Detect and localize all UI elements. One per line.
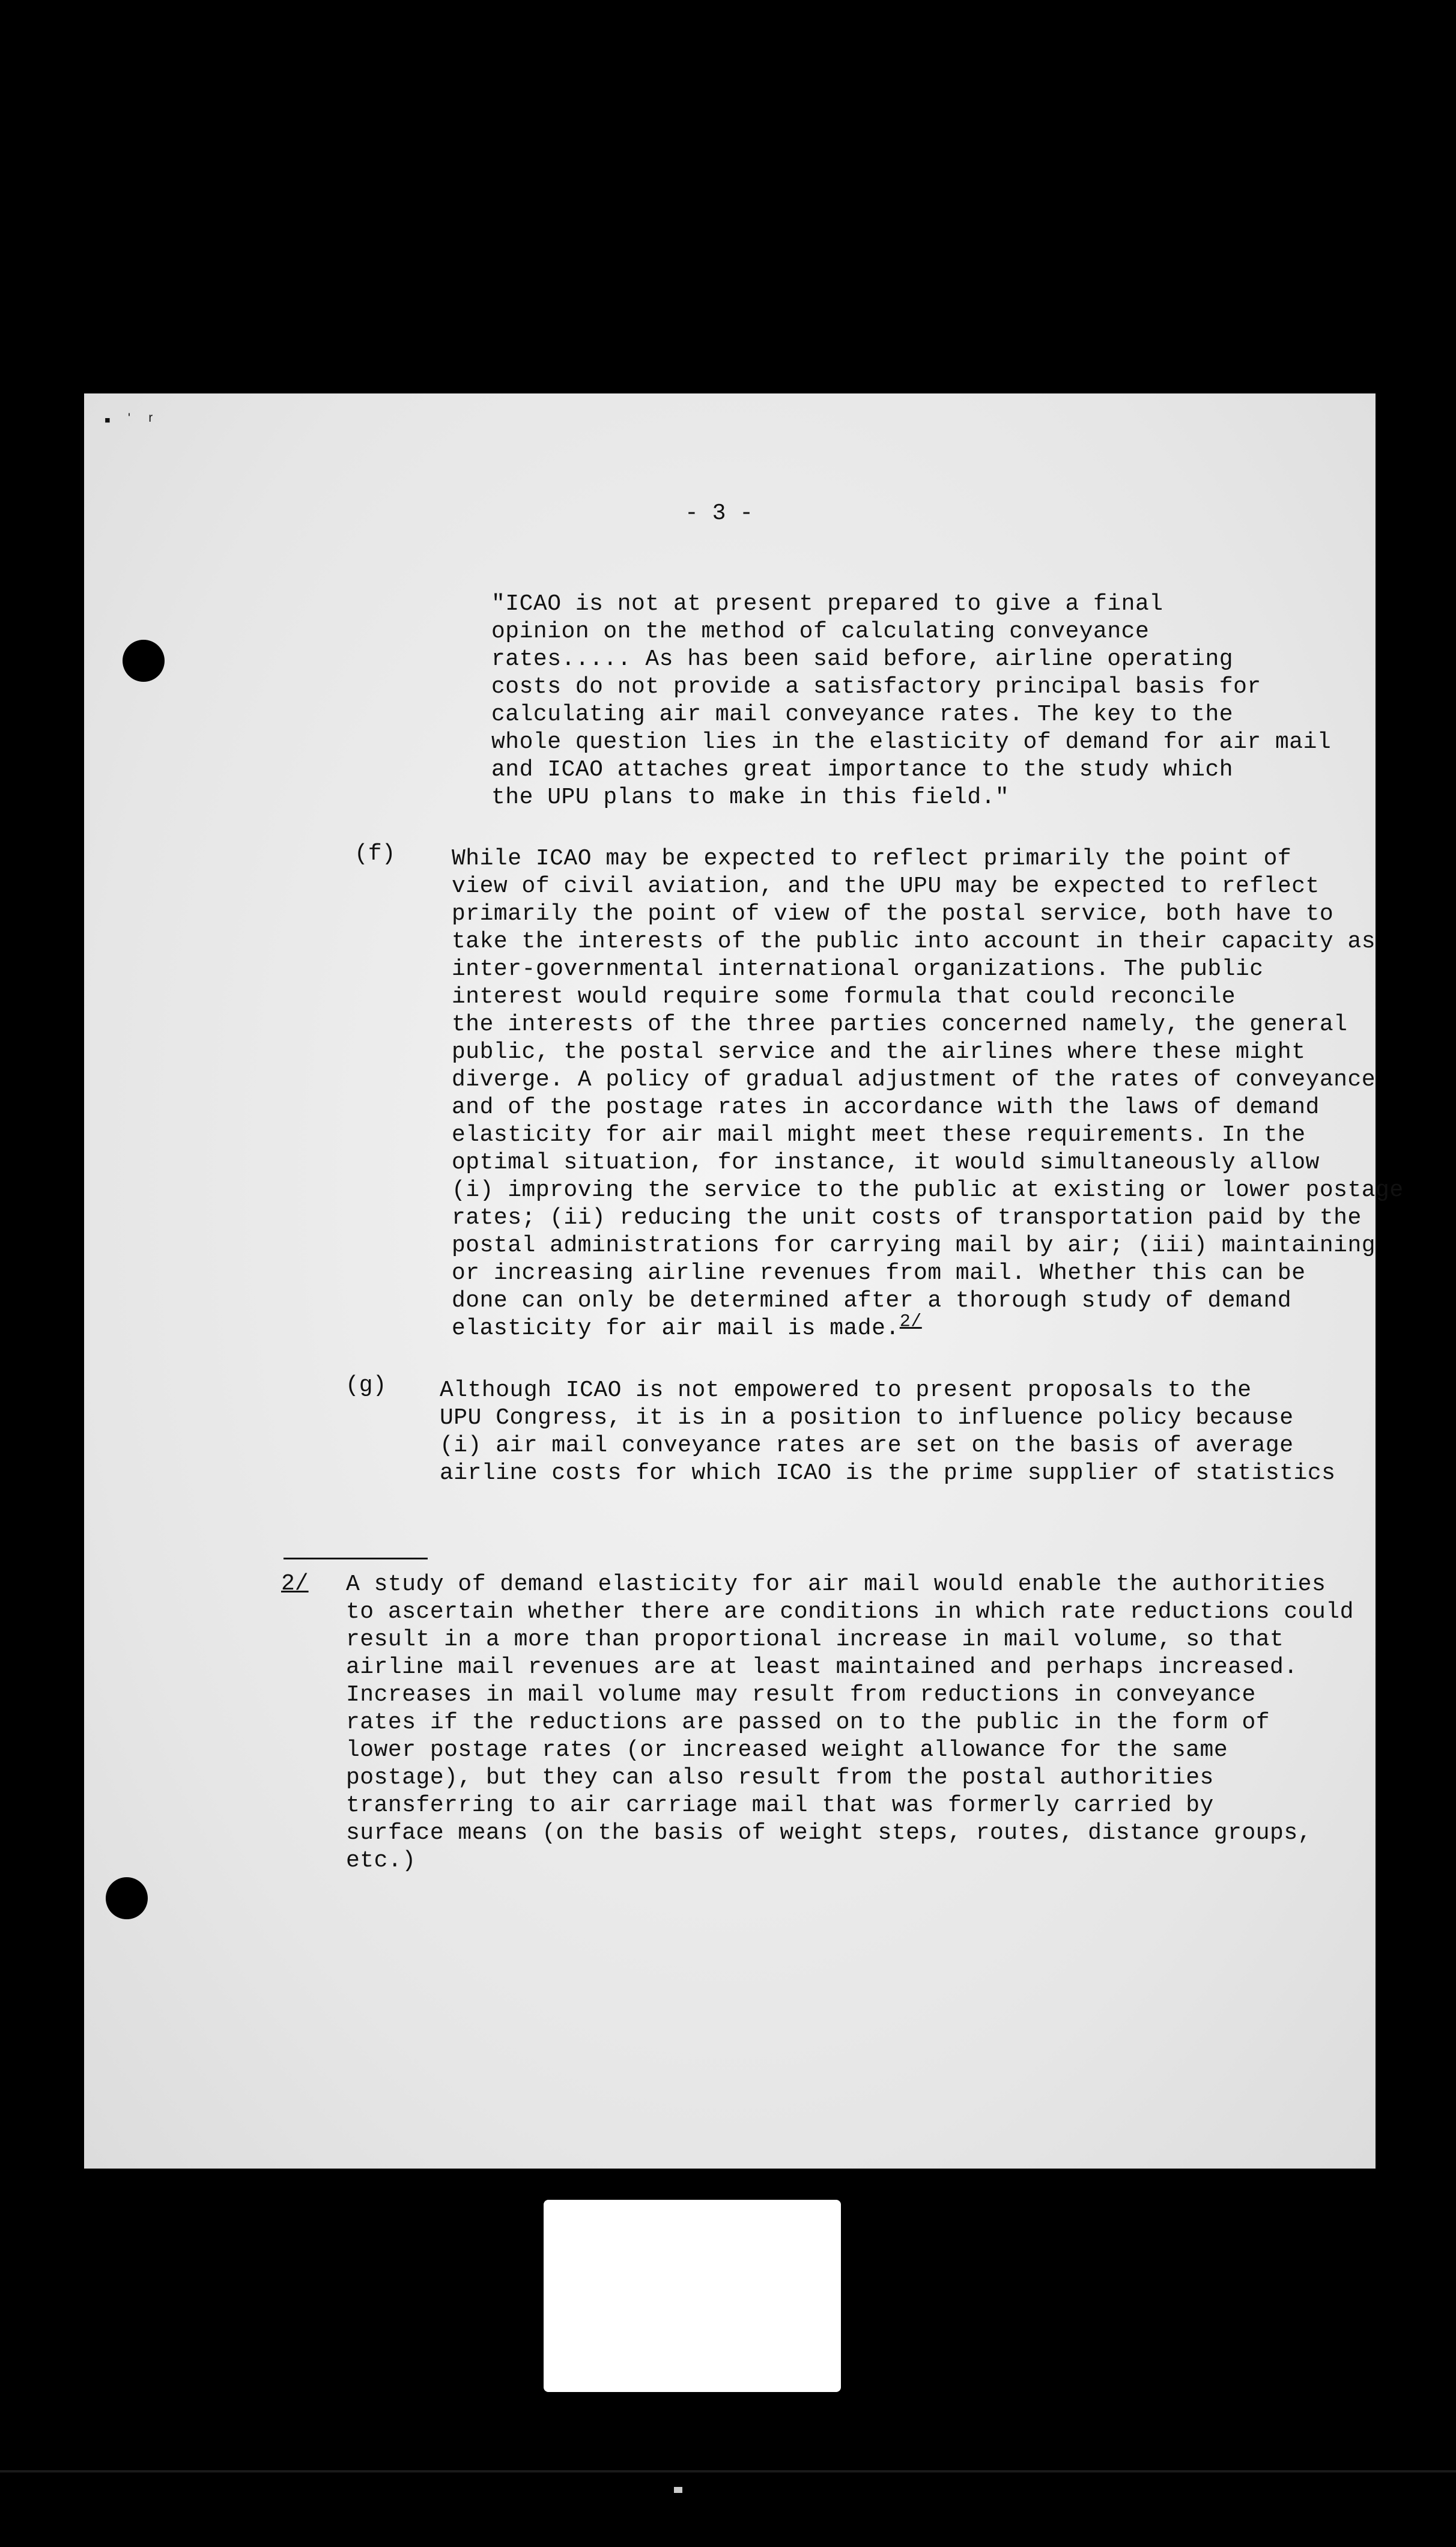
- footnote-reference: 2/: [899, 1311, 922, 1332]
- para-f-text: [452, 845, 1404, 1343]
- para-g-label: (g): [345, 1373, 387, 1398]
- para-f-label: (f): [354, 841, 396, 867]
- para-f-body: While ICAO may be expected to reflect primarily the point of view of civil aviation, and the UPU may be expected to reflect primarily the point of view of the postal service, both have to take the interests of the public into account in their capacity as inter-governmental international organizations. The public interest would require some formula that could reconcile the interests of the three parties concerned namely, the general public, the postal service and the airlines where these might diverge. A policy of gradual adjustment of the rates of conveyance and of the postage rates in accordance with the laws of demand elasticity for air mail might meet these requirements. In the optimal situation, for instance, it would simultaneously allow (i) improving the service to the public at existing or lower postage rates; (ii) reducing the unit costs of transportation paid by the postal administrations for carrying mail by air; (iii) maintaining or increasing airline revenues from mail. Whether this can be done can only be determined after a thorough study of demand elasticity for air mail is made.: [452, 846, 1404, 1341]
- scan-edge-line: [0, 2470, 1456, 2473]
- quote-block: "ICAO is not at present prepared to give a final opinion on the method of calculating conveyance rates..... As has been said before, airline operating costs do not provide a satisfactory principal basis for calculating air mail conveyance rates. The key to the whole question lies in the elasticity of demand for air mail and ICAO attaches great importance to the study which the UPU plans to make in this field.": [491, 591, 1332, 810]
- punch-hole-top: [123, 640, 165, 682]
- footnote-rule: [284, 1558, 428, 1559]
- footnote-mark: 2/: [281, 1571, 309, 1597]
- page-number: - 3 -: [685, 500, 754, 526]
- document-page: [84, 393, 1404, 2169]
- footnote-text: A study of demand elasticity for air mail would enable the authorities to ascertain whether there are conditions in which rate reductions could result in a more than proportional increase in mail volume, so that airline mail revenues are at least maintained and perhaps increased. Increases in mail volume may result from reductions in conveyance rates if the reductions are passed on to the public in the form of lower postage rates (or increased weight allowance for the same postage), but they can also result from the postal authorities transferring to air carriage mail that was formerly carried by surface means (on the basis of weight steps, routes, distance groups, etc.): [346, 1571, 1354, 1874]
- para-g-text: Although ICAO is not empowered to present proposals to the UPU Congress, it is in a position to influence policy because (i) air mail conveyance rates are set on the basis of average airline costs for which ICAO is the prime supplier of statistics: [440, 1377, 1336, 1486]
- scan-specks: ▪ ˈ ʳ: [102, 411, 157, 432]
- scan-speck: [674, 2487, 682, 2493]
- blank-card: [544, 2200, 841, 2392]
- punch-hole-bottom: [106, 1877, 148, 1919]
